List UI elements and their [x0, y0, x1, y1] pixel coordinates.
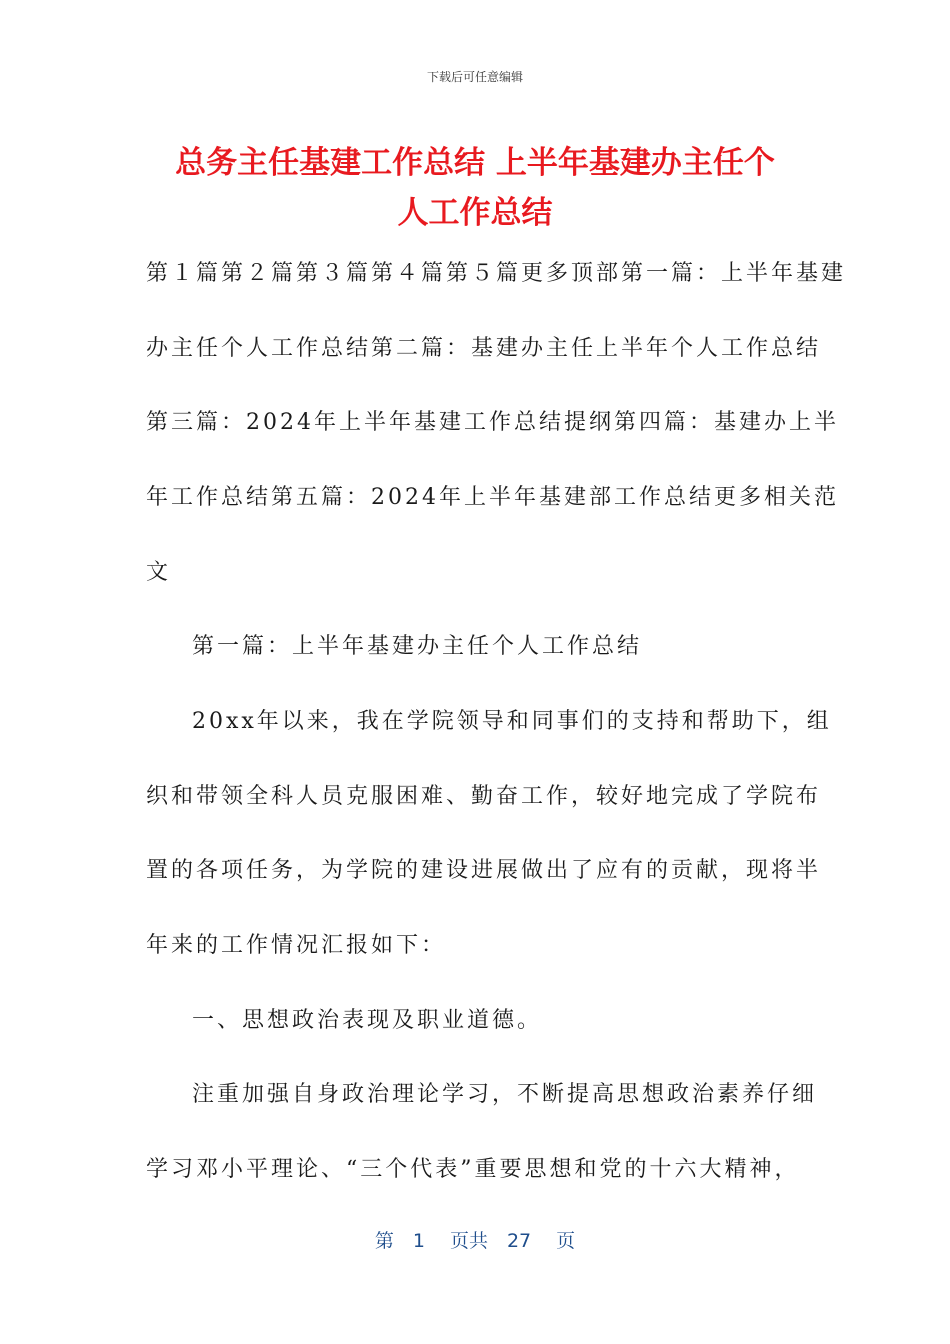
paragraph-1-line-1: 20xx年以来，我在学院领导和同事们的支持和帮助下，组 [192, 709, 832, 734]
title-line-1: 总务主任基建工作总结 上半年基建办主任个 [175, 145, 775, 181]
subsection-heading-1: 一、思想政治表现及职业道德。 [192, 1008, 543, 1033]
paragraph-2-line-1: 注重加强自身政治理论学习，不断提高思想政治素养仔细 [192, 1082, 818, 1107]
paragraph-1-line-3: 置的各项任务，为学院的建设进展做出了应有的贡献，现将半 [146, 858, 822, 883]
section-heading-1: 第一篇：上半年基建办主任个人工作总结 [192, 634, 643, 659]
title-line-2: 人工作总结 [397, 195, 553, 231]
body-line-4: 年工作总结第五篇：2024年上半年基建部工作总结更多相关范 [146, 485, 839, 510]
page-footer: 第 1 页共 27 页 [374, 1230, 576, 1252]
header-note: 下载后可任意编辑 [426, 70, 523, 84]
paragraph-1-line-2: 织和带领全科人员克服困难、勤奋工作，较好地完成了学院布 [146, 784, 822, 809]
body-line-5: 文 [146, 560, 172, 585]
paragraph-1-line-4: 年来的工作情况汇报如下： [146, 933, 447, 958]
body-line-1: 第１篇第２篇第３篇第４篇第５篇更多顶部第一篇：上半年基建 [146, 261, 847, 286]
body-line-2: 办主任个人工作总结第二篇：基建办主任上半年个人工作总结 [146, 336, 822, 361]
document-title [120, 138, 830, 238]
body-line-3: 第三篇：2024年上半年基建工作总结提纲第四篇：基建办上半 [146, 410, 839, 435]
paragraph-2-line-2: 学习邓小平理论、“三个代表”重要思想和党的十六大精神， [146, 1157, 800, 1182]
